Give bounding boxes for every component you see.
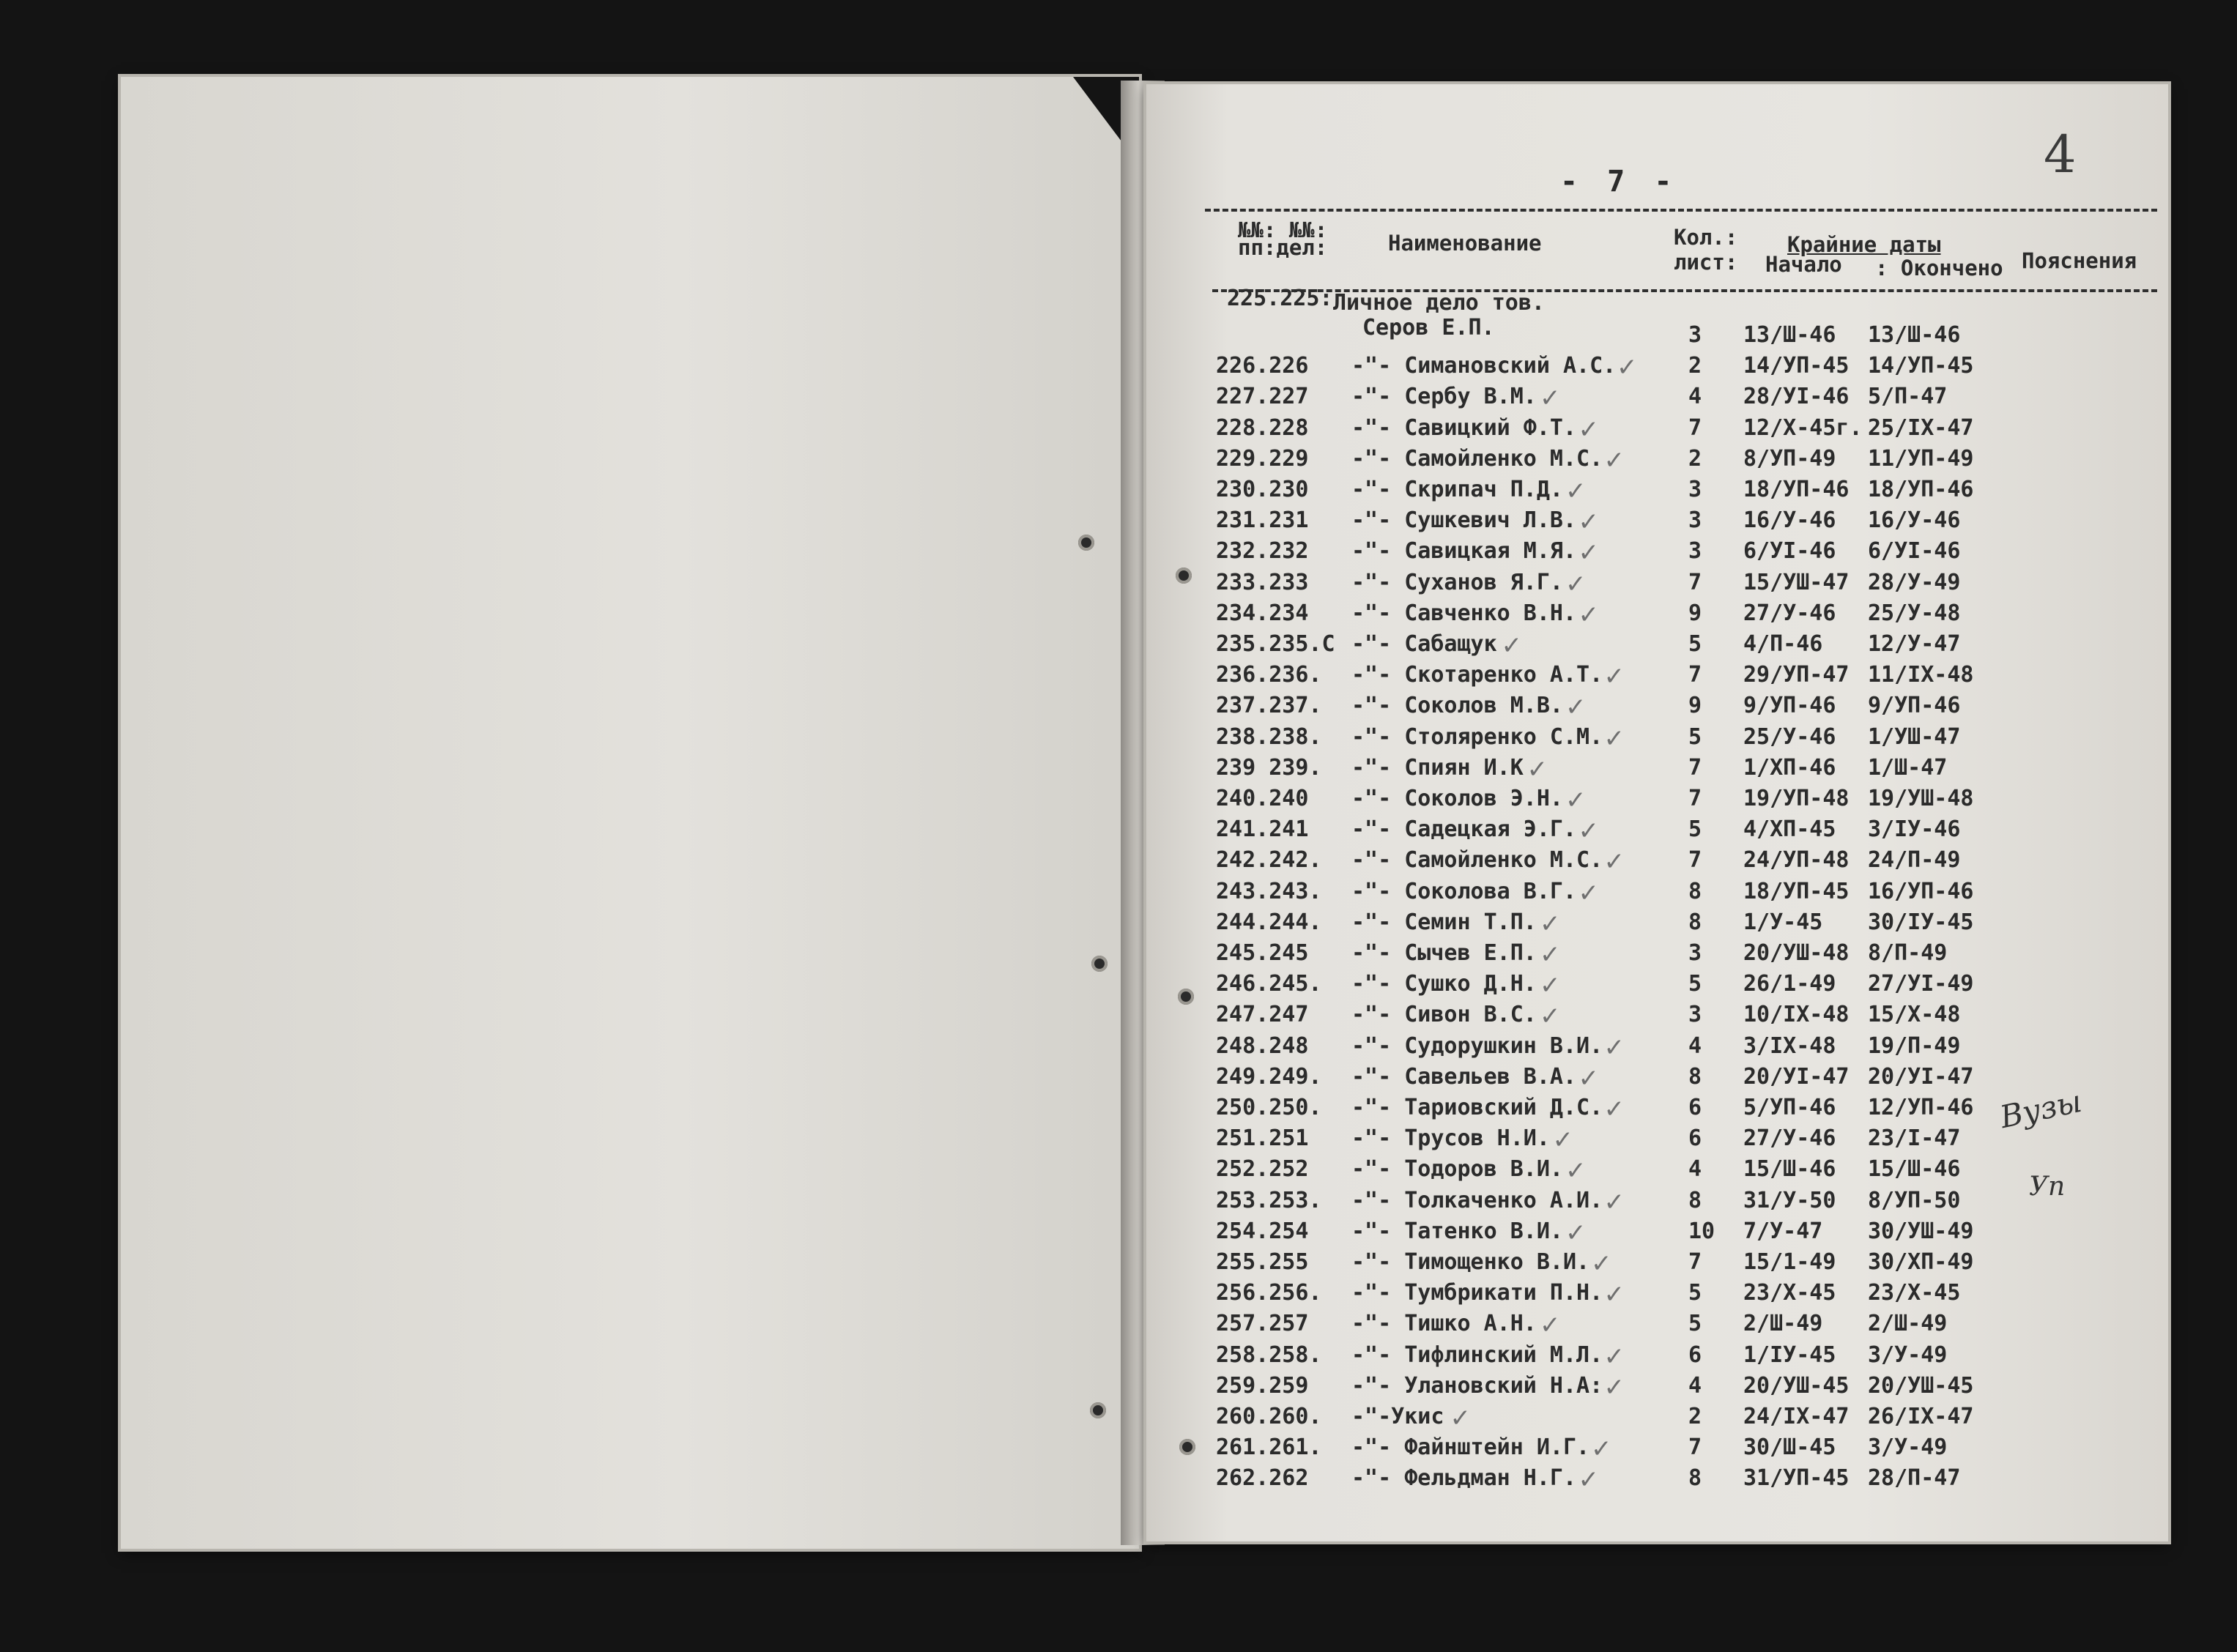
table-row [1216,322,2124,353]
binding-hole [1176,568,1192,584]
header-dates-title: Крайние даты [1787,232,1941,257]
start-date: 4/ХП-45 [1743,816,1836,843]
case-name: -"- Соколов М.В. [1351,693,1563,719]
start-date: 1/У-45 [1743,909,1823,935]
table-row [1216,662,2124,693]
check-mark-icon: ✓ [1603,1187,1625,1217]
first-entry-name-1: Личное дело тов. [1333,290,1545,316]
case-number: 253.253. [1216,1187,1322,1213]
check-mark-icon: ✓ [1591,1249,1612,1279]
table-row [1216,1033,2124,1064]
start-date: 3/IХ-48 [1743,1032,1836,1059]
check-mark-icon: ✓ [1501,631,1522,661]
check-mark-icon: ✓ [1578,600,1599,630]
case-number: 243.243. [1216,878,1322,904]
check-mark-icon: ✓ [1603,1032,1625,1063]
case-number: 254.254 [1216,1218,1309,1244]
sheet-count: 3 [1688,322,1702,348]
check-mark-icon: ✓ [1603,662,1625,692]
end-date: 26/IХ-47 [1868,1404,1974,1429]
table-row [1216,816,2124,847]
header-start: Начало [1765,252,1842,277]
check-mark-icon: ✓ [1578,816,1599,847]
sheet-count: 8 [1688,878,1702,904]
start-date: 6/УI-46 [1743,538,1836,565]
sheet-count: 7 [1688,414,1702,441]
table-row [1216,1002,2124,1032]
check-mark-icon: ✓ [1603,1280,1625,1310]
check-mark-icon: ✓ [1526,754,1548,784]
end-date: 25/У-48 [1868,600,1961,626]
sheet-count: 4 [1688,1032,1702,1059]
case-name: -"-Укис [1351,1404,1444,1429]
sheet-count: 4 [1688,384,1702,410]
case-name: -"- Самойленко М.С. [1351,445,1603,472]
case-number: 244.244. [1216,909,1322,935]
case-name: -"- Улановский Н.А: [1351,1372,1603,1399]
case-name: -"- Трусов Н.И. [1351,1125,1550,1152]
end-date: 19/П-49 [1868,1032,1961,1059]
table-row [1216,631,2124,662]
end-date: 6/УI-46 [1868,538,1961,565]
case-name: -"- Судорушкин В.И. [1351,1032,1603,1059]
end-date: 11/IХ-48 [1868,662,1974,688]
binding-hole [1091,956,1108,972]
check-mark-icon: ✓ [1578,414,1599,444]
sheet-count: 4 [1688,1156,1702,1183]
end-date: 12/УП-46 [1868,1095,1974,1120]
start-date: 2/Ш-49 [1743,1311,1823,1337]
case-name: -"- Семин Т.П. [1351,909,1537,935]
case-name: -"- Сушко Д.Н. [1351,971,1537,997]
end-date: 19/УШ-48 [1868,786,1974,811]
binding-hole [1179,1439,1195,1455]
sheet-count: 6 [1688,1125,1702,1152]
end-date: 27/УI-49 [1868,971,1974,997]
case-number: 261.261. [1216,1435,1322,1461]
header-sheets-1: Кол.: [1674,225,1738,250]
case-number: 239 239. [1216,754,1322,781]
end-date: 8/УП-50 [1868,1187,1961,1213]
table-row [1216,1218,2124,1249]
sheet-count: 4 [1688,1372,1702,1399]
case-name: -"- Савицкая М.Я. [1351,538,1577,565]
case-name: -"- Тифлинский М.Л. [1351,1342,1603,1368]
table-row [1216,693,2124,723]
end-date: 20/УШ-45 [1868,1372,1974,1399]
case-number: 227.227 [1216,384,1309,410]
end-date: 2/Ш-49 [1868,1311,1948,1337]
start-date: 24/УП-48 [1743,847,1850,874]
case-number: 240.240 [1216,786,1309,811]
sheet-count: 2 [1688,353,1702,379]
end-date: 11/УП-49 [1868,445,1974,472]
start-date: 30/Ш-45 [1743,1435,1836,1461]
case-name: -"- Толкаченко А.И. [1351,1187,1603,1213]
sheet-count: 7 [1688,1249,1702,1275]
end-date: 24/П-49 [1868,847,1961,874]
start-date: 31/У-50 [1743,1187,1836,1213]
end-date: 14/УП-45 [1868,353,1974,379]
sheet-count: 5 [1688,1280,1702,1306]
handwritten-note: Уп [2029,1172,2066,1202]
check-mark-icon: ✓ [1565,477,1587,506]
header-notes: Пояснения [2022,248,2137,273]
start-date: 8/УП-49 [1743,445,1836,472]
table-row [1216,1064,2124,1095]
case-name: -"- Симановский А.С. [1351,353,1617,379]
case-number: 245.245 [1216,940,1309,966]
table-row [1216,353,2124,384]
case-name: -"- Сычев Е.П. [1351,940,1537,966]
sheet-count: 8 [1688,909,1702,935]
case-number: 249.249. [1216,1063,1322,1090]
case-number: 246.245. [1216,971,1322,997]
header-nums-1: №№: №№: [1238,217,1328,242]
check-mark-icon: ✓ [1578,878,1599,908]
sheet-count: 6 [1688,1342,1702,1368]
sheet-count: 8 [1688,1187,1702,1213]
end-date: 3/У-49 [1868,1435,1948,1461]
case-number: 229.229 [1216,445,1309,472]
case-number: 230.230 [1216,477,1309,502]
sheet-count: 5 [1688,631,1702,657]
check-mark-icon: ✓ [1591,1435,1612,1465]
table-row [1216,600,2124,631]
start-date: 20/УШ-45 [1743,1372,1850,1399]
start-date: 28/УI-46 [1743,384,1850,410]
case-name: -"- Татенко В.И. [1351,1218,1563,1244]
case-name: -"- Тумбрикати П.Н. [1351,1280,1603,1306]
sheet-count: 7 [1688,569,1702,595]
start-date: 15/УШ-47 [1743,569,1850,595]
check-mark-icon: ✓ [1578,507,1599,537]
table-row [1216,940,2124,971]
table-row [1216,971,2124,1002]
sheet-count: 6 [1688,1095,1702,1120]
case-number: 257.257 [1216,1311,1309,1337]
start-date: 26/1-49 [1743,971,1836,997]
binding-hole [1078,535,1094,551]
check-mark-icon: ✓ [1565,693,1587,723]
first-entry-name-2: Серов Е.П. [1362,315,1495,341]
check-mark-icon: ✓ [1540,909,1561,939]
handwritten-note: Вузы [1997,1082,2085,1136]
sheet-count: 3 [1688,507,1702,534]
case-number: 237.237. [1216,693,1322,719]
check-mark-icon: ✓ [1540,1002,1561,1032]
end-date: 28/П-47 [1868,1465,1961,1492]
end-date: 23/Х-45 [1868,1280,1961,1306]
end-date: 16/У-46 [1868,507,1961,534]
case-name: -"- Скотаренко А.Т. [1351,662,1603,688]
sheet-count: 8 [1688,1063,1702,1090]
case-name: -"- Соколов Э.Н. [1351,786,1563,811]
sheet-count: 3 [1688,477,1702,502]
case-number: 226.226 [1216,353,1309,379]
check-mark-icon: ✓ [1603,1342,1625,1372]
start-date: 20/УI-47 [1743,1063,1850,1090]
start-date: 24/IХ-47 [1743,1404,1850,1429]
end-date: 30/УШ-49 [1868,1218,1974,1244]
table-row [1216,1249,2124,1280]
end-date: 23/I-47 [1868,1125,1961,1152]
check-mark-icon: ✓ [1450,1404,1471,1433]
case-number: 238.238. [1216,723,1322,750]
sheet-count: 7 [1688,847,1702,874]
check-mark-icon: ✓ [1540,940,1561,970]
check-mark-icon: ✓ [1540,384,1561,414]
case-name: -"- Сушкевич Л.В. [1351,507,1577,534]
end-date: 15/Х-48 [1868,1002,1961,1028]
case-name: -"- Тимощенко В.И. [1351,1249,1590,1275]
case-number: 259.259 [1216,1372,1309,1399]
case-name: -"- Савицкий Ф.Т. [1351,414,1577,441]
start-date: 13/Ш-46 [1743,322,1836,348]
sheet-count: 8 [1688,1465,1702,1492]
table-row [1216,786,2124,816]
check-mark-icon: ✓ [1603,847,1625,877]
case-number: 231.231 [1216,507,1309,534]
table-row [1216,507,2124,538]
case-number: 228.228 [1216,414,1309,441]
case-number: 241.241 [1216,816,1309,843]
start-date: 18/УП-46 [1743,477,1850,502]
case-number: 262.262 [1216,1465,1309,1492]
table-row [1216,538,2124,569]
start-date: 5/УП-46 [1743,1095,1836,1120]
sheet-count: 7 [1688,786,1702,811]
case-name: -"- Спиян И.К [1351,754,1524,781]
header-end: : Окончено [1875,256,2003,280]
table-row [1216,909,2124,940]
start-date: 12/Х-45г. [1743,414,1863,441]
start-date: 18/УП-45 [1743,878,1850,904]
check-mark-icon: ✓ [1578,1465,1599,1495]
case-name: -"- Сабащук [1351,631,1497,657]
start-date: 10/IХ-48 [1743,1002,1850,1028]
case-name: -"- Скрипач П.Д. [1351,477,1563,502]
start-date: 4/П-46 [1743,631,1823,657]
start-date: 27/У-46 [1743,1125,1836,1152]
binding-hole [1090,1402,1106,1418]
sheet-count: 9 [1688,693,1702,719]
end-date: 3/IУ-46 [1868,816,1961,843]
start-date: 27/У-46 [1743,600,1836,626]
case-name: -"- Самойленко М.С. [1351,847,1603,874]
check-mark-icon: ✓ [1540,971,1561,1001]
case-name: -"- Тишко А.Н. [1351,1311,1537,1337]
start-date: 1/IУ-45 [1743,1342,1836,1368]
table-row [1216,1373,2124,1404]
case-name: -"- Сербу В.М. [1351,384,1537,410]
sheet-count: 5 [1688,971,1702,997]
sheet-count: 7 [1688,754,1702,781]
end-date: 30/IУ-45 [1868,909,1974,935]
header-sheets-2: лист: [1674,250,1738,275]
sheet-count: 7 [1688,1435,1702,1461]
case-number: 234.234 [1216,600,1309,626]
case-name: -"- Тодоров В.И. [1351,1156,1563,1183]
table-row [1216,1342,2124,1373]
table-row [1216,755,2124,786]
case-number: 260.260. [1216,1404,1322,1429]
sheet-count: 5 [1688,1311,1702,1337]
table-row [1216,1280,2124,1311]
case-name: -"- Садецкая Э.Г. [1351,816,1577,843]
case-name: -"- Столяренко С.М. [1351,723,1603,750]
table-row [1216,477,2124,507]
table-row [1216,415,2124,446]
check-mark-icon: ✓ [1565,1218,1587,1248]
case-name: -"- Файнштейн И.Г. [1351,1435,1590,1461]
end-date: 8/П-49 [1868,940,1948,966]
table-row [1216,1156,2124,1187]
check-mark-icon: ✓ [1565,569,1587,599]
case-name: -"- Соколова В.Г. [1351,878,1577,904]
check-mark-icon: ✓ [1540,1311,1561,1341]
start-date: 15/1-49 [1743,1249,1836,1275]
table-row [1216,570,2124,600]
check-mark-icon: ✓ [1565,786,1587,815]
header-top-rule [1205,209,2157,212]
case-name: -"- Савельев В.А. [1351,1063,1577,1090]
end-date: 13/Ш-46 [1868,322,1961,348]
start-date: 23/Х-45 [1743,1280,1836,1306]
start-date: 15/Ш-46 [1743,1156,1836,1183]
end-date: 30/ХП-49 [1868,1249,1974,1275]
check-mark-icon: ✓ [1603,445,1625,475]
table-row [1216,1095,2124,1125]
check-mark-icon: ✓ [1578,538,1599,568]
case-number: 247.247 [1216,1002,1309,1028]
start-date: 25/У-46 [1743,723,1836,750]
check-mark-icon: ✓ [1578,1063,1599,1093]
check-mark-icon: ✓ [1617,353,1638,383]
check-mark-icon: ✓ [1603,1095,1625,1124]
start-date: 20/УШ-48 [1743,940,1850,966]
table-row [1216,1311,2124,1342]
table-row [1216,847,2124,878]
page-number: - 7 - [1560,165,1678,198]
case-number: 232.232 [1216,538,1309,565]
case-name: -"- Савченко В.Н. [1351,600,1577,626]
case-name: -"- Фельдман Н.Г. [1351,1465,1577,1492]
table-row [1216,1435,2124,1465]
start-date: 31/УП-45 [1743,1465,1850,1492]
end-date: 5/П-47 [1868,384,1948,410]
start-date: 14/УП-45 [1743,353,1850,379]
table-row [1216,1465,2124,1496]
end-date: 28/У-49 [1868,569,1961,595]
case-number: 258.258. [1216,1342,1322,1368]
start-date: 29/УП-47 [1743,662,1850,688]
case-number: 236.236. [1216,662,1322,688]
sheet-count: 10 [1688,1218,1715,1244]
end-date: 12/У-47 [1868,631,1961,657]
sheet-count: 5 [1688,723,1702,750]
case-number: 250.250. [1216,1095,1322,1120]
case-number: 233.233 [1216,569,1309,595]
table-row [1216,724,2124,755]
start-date: 1/ХП-46 [1743,754,1836,781]
end-date: 16/УП-46 [1868,878,1974,904]
end-date: 1/УШ-47 [1868,723,1961,750]
end-date: 25/IХ-47 [1868,414,1974,441]
sheet-count: 2 [1688,1404,1702,1429]
handwritten-page-number: 4 [2044,124,2077,185]
sheet-count: 5 [1688,816,1702,843]
case-number: 251.251 [1216,1125,1309,1152]
case-name: -"- Суханов Я.Г. [1351,569,1563,595]
check-mark-icon: ✓ [1565,1156,1587,1186]
sheet-count: 2 [1688,445,1702,472]
start-date: 7/У-47 [1743,1218,1823,1244]
end-date: 3/У-49 [1868,1342,1948,1368]
first-entry-nums: 225.225: [1227,286,1333,311]
header-name: Наименование [1388,231,1542,256]
case-number: 235.235.С [1216,631,1335,657]
case-number: 248.248 [1216,1032,1309,1059]
sheet-count: 3 [1688,940,1702,966]
sheet-count: 3 [1688,1002,1702,1028]
end-date: 9/УП-46 [1868,693,1961,719]
case-number: 255.255 [1216,1249,1309,1275]
case-name: -"- Сивон В.С. [1351,1002,1537,1028]
start-date: 16/У-46 [1743,507,1836,534]
table-row [1216,384,2124,414]
check-mark-icon: ✓ [1603,1372,1625,1402]
check-mark-icon: ✓ [1603,723,1625,754]
case-number: 242.242. [1216,847,1322,874]
case-name: -"- Тариовский Д.С. [1351,1095,1603,1120]
table-row [1216,1188,2124,1218]
table-row [1216,1404,2124,1435]
case-number: 256.256. [1216,1280,1322,1306]
sheet-count: 7 [1688,662,1702,688]
check-mark-icon: ✓ [1552,1125,1573,1156]
sheet-count: 9 [1688,600,1702,626]
case-number: 252.252 [1216,1156,1309,1183]
binding-hole [1178,989,1194,1005]
sheet-count: 3 [1688,538,1702,565]
table-row [1216,446,2124,477]
left-page [121,77,1139,1549]
end-date: 20/УI-47 [1868,1063,1974,1090]
end-date: 1/Ш-47 [1868,754,1948,781]
table-row [1216,879,2124,909]
start-date: 19/УП-48 [1743,786,1850,811]
start-date: 9/УП-46 [1743,693,1836,719]
end-date: 15/Ш-46 [1868,1156,1961,1183]
header-nums-2: пп:дел: [1238,235,1328,260]
table-row [1216,1125,2124,1156]
end-date: 18/УП-46 [1868,477,1974,502]
